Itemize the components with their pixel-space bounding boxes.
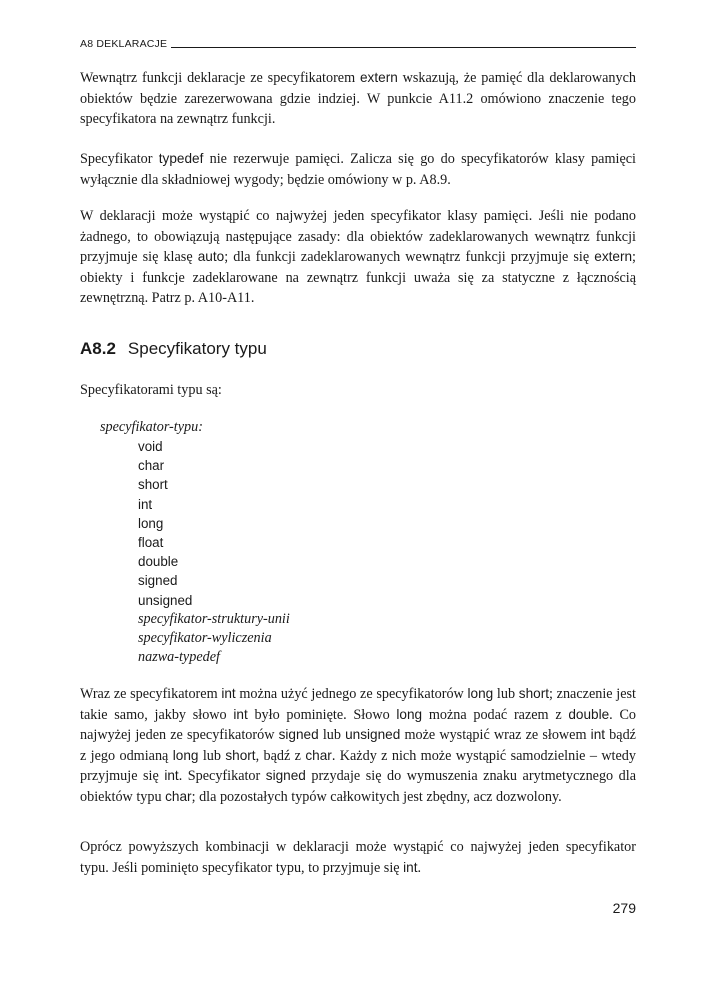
running-header [80,36,636,50]
type-keyword: void [138,439,163,454]
paragraph-typedef [80,149,636,190]
text-run: , bądź z [255,747,306,764]
text-run: lub [318,727,346,743]
section-title: Specyfikatory typu [127,339,267,358]
grammar-nonterminal: specyfikator-wyliczenia [138,629,272,646]
grammar-nonterminal: specyfikator-struktury-unii [138,610,290,627]
text-run: . Specyfikator [178,768,266,784]
paragraph-storage-class-rules [80,206,636,309]
keyword-long: long [172,747,199,763]
section-number: A8.2 [80,339,116,358]
keyword-unsigned: unsigned [345,727,401,742]
text-run: ; znaczenie jest takie samo, jakby słowo [80,686,636,723]
keyword-int: int [164,768,179,783]
keyword-auto: auto [197,249,225,264]
keyword-signed: signed [278,727,319,742]
text-run: Wraz ze specyfikatorem [80,686,222,702]
keyword-signed: signed [265,768,306,783]
type-keyword: float [138,534,164,550]
keyword-short: short [518,686,550,701]
paragraph-default-type [80,837,636,878]
intro-sentence: Specyfikatorami typu są: [80,382,222,398]
text-run: lub [493,686,519,702]
keyword-double: double [568,706,610,722]
text-run: W deklaracji może wystąpić co najwyżej jeden specyfikator klasy pamięci. Jeśli nie podano żadnego, to obowiązują następujące zasady: dla obiektów zadeklarowanych wewnątrz funkcji przyjmuje się klasę [80,208,636,265]
text-run: było pominięte. Słowo [247,706,397,723]
running-title: A8 DEKLARACJE [80,38,168,50]
keyword-long: long [396,706,423,722]
keyword-int: int [590,727,606,742]
text-run: przydaje się do wymuszenia znaku arytmetycznego dla obiektów typu [80,768,637,805]
text-run: ; dla funkcji zadeklarowanych wewnątrz funkcji przyjmuje się [224,249,595,265]
type-keyword: signed [138,573,178,589]
keyword-extern: extern [360,70,398,85]
type-specifier-list [138,437,290,667]
text-run: bądź z jego odmianą [80,727,636,764]
text-run: lub [198,747,226,764]
text-run: można podać razem z [422,706,569,723]
text-run: Oprócz powyższych kombinacji w deklaracji może wystąpić co najwyżej jeden specyfikator typu. Jeśli pominięto specyfikator typu, to przyjmuje się [80,839,636,876]
type-keyword: long [138,515,164,531]
keyword-extern: extern [594,249,633,264]
page-number: 279 [612,900,636,916]
text-run: wskazują, że pamięć dla deklarowanych obiektów będzie zarezerwowana gdzie indziej. W punkcie A11.2 omówiono znaczenie tego specyfikatora na zewnątrz funkcji. [80,70,636,127]
type-keyword: unsigned [138,592,193,608]
text-run: nie rezerwuje pamięci. Zalicza się go do specyfikatorów klasy pamięci wyłącznie dla składniowej wygody; będzie omówiony w p. A8.9. [80,151,636,188]
grammar-production-head: specyfikator-typu: [100,419,203,435]
keyword-long: long [467,686,494,701]
text-run: . [417,859,422,876]
text-run: ; dla pozostałych typów całkowitych jest zbędny, acz dozwolony. [191,788,562,805]
type-keyword: int [138,496,153,512]
keyword-char: char [305,747,332,763]
keyword-char: char [165,788,192,804]
type-keyword: double [138,554,179,570]
text-run: Specyfikator [80,151,159,167]
keyword-short: short [225,747,256,763]
text-run: Wewnątrz funkcji deklaracje ze specyfikatorem [80,70,360,86]
text-run: . Co najwyżej jeden ze specyfikatorów [80,706,636,743]
paragraph-type-combinations [80,684,636,807]
text-run: . Każdy z nich może wystąpić samodzielnie – wtedy przyjmuje się [80,747,636,784]
text-run: może wystąpić wraz ze słowem [400,727,591,743]
paragraph-extern [80,68,636,130]
text-run: można użyć jednego ze specyfikatorów [235,686,468,702]
text-run: ; obiekty i funkcje zadeklarowane na zewnątrz funkcji uważa się za statyczne z łącznością zewnętrzną. Patrz p. A10-A11. [80,249,636,306]
section-heading [80,339,267,359]
header-rule [171,47,636,48]
keyword-int: int [233,706,248,722]
type-keyword: short [138,477,168,493]
keyword-typedef: typedef [158,151,204,166]
grammar-nonterminal: nazwa-typedef [138,649,220,666]
keyword-int: int [403,859,418,875]
keyword-int: int [221,686,236,701]
type-keyword: char [138,458,165,474]
